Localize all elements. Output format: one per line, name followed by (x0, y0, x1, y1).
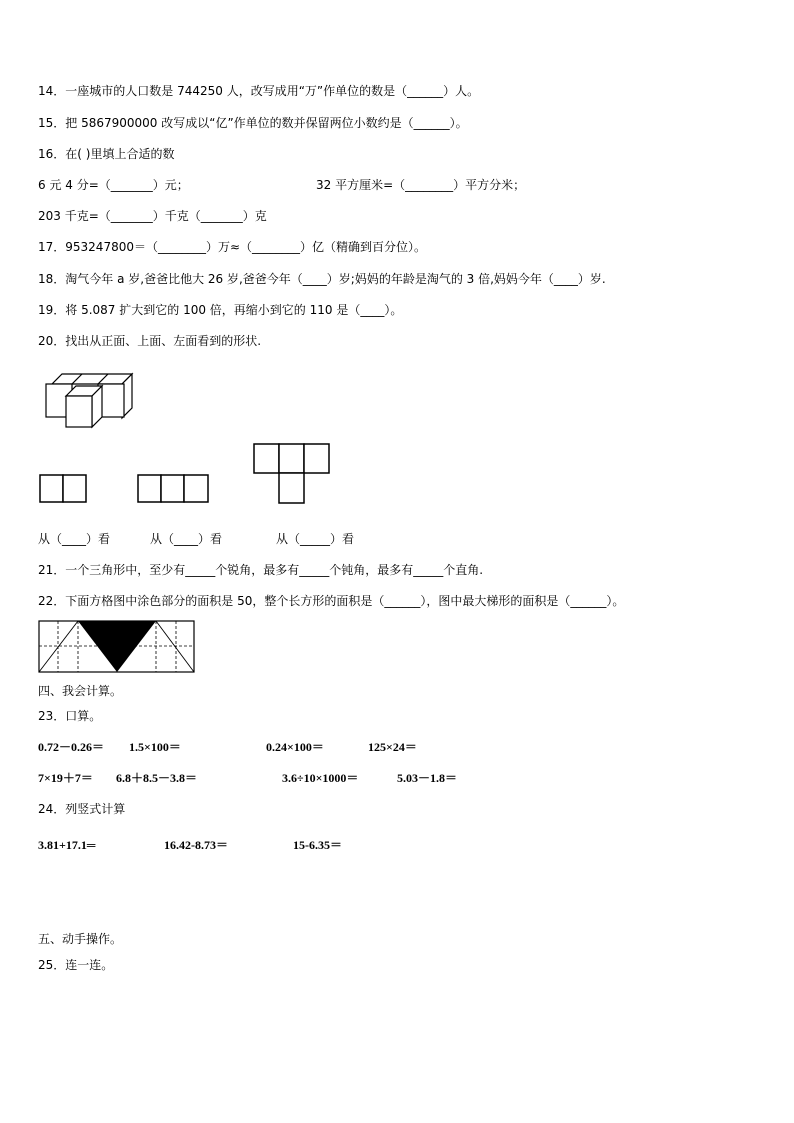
view-label-1: 从（____）看 (38, 532, 111, 546)
view-label-3: 从（_____）看 (276, 532, 355, 546)
calc-2-4: 5.03－1.8＝ (397, 771, 458, 785)
calc-1-4: 125×24＝ (368, 740, 417, 754)
question-24: 24．列竖式计算 (38, 802, 126, 816)
calc-1-2: 1.5×100＝ (129, 740, 181, 754)
calc-2-3: 3.6÷10×1000＝ (282, 771, 359, 785)
question-25: 25．连一连。 (38, 958, 114, 972)
calc-2-2: 6.8＋8.5－3.8＝ (116, 771, 198, 785)
question-14: 14．一座城市的人口数是 744250 人，改写成用“万”作单位的数是（______）人。 (38, 84, 480, 98)
vertical-calc-3: 15-6.35＝ (293, 838, 342, 852)
section-5-heading: 五、动手操作。 (38, 932, 123, 946)
question-15: 15．把 5867900000 改写成以“亿”作单位的数并保留两位小数约是（______）。 (38, 116, 468, 130)
view-shape-three-squares (137, 474, 211, 504)
question-16-a: 6 元 4 分=（_______）元； (38, 178, 189, 192)
question-20: 20．找出从正面、上面、左面看到的形状. (38, 334, 262, 348)
view-label-2: 从（____）看 (150, 532, 223, 546)
question-17: 17．953247800＝（________）万≈（________）亿（精确到百分位）。 (38, 240, 427, 254)
calc-2-1: 7×19＋7＝ (38, 771, 93, 785)
section-4-heading: 四、我会计算。 (38, 684, 123, 698)
calc-1-3: 0.24×100＝ (266, 740, 324, 754)
view-shape-t-shape (253, 443, 333, 505)
question-23: 23．口算。 (38, 709, 102, 723)
question-16: 16．在( )里填上合适的数 (38, 147, 175, 161)
calc-1-1: 0.72－0.26＝ (38, 740, 105, 754)
question-18: 18．淘气今年 a 岁,爸爸比他大 26 岁,爸爸今年（____）岁;妈妈的年龄是淘气的 3 倍,妈妈今年（____）岁. (38, 272, 606, 286)
vertical-calc-1: 3.81+17.1═ (38, 838, 96, 852)
question-16-b: 32 平方厘米=（________）平方分米； (316, 178, 526, 192)
question-19: 19．将 5.087 扩大到它的 100 倍，再缩小到它的 110 是（____）。 (38, 303, 403, 317)
question-16-c: 203 千克=（_______）千克（_______）克 (38, 209, 267, 223)
grid-shaded-triangle-figure (38, 620, 196, 674)
question-21: 21．一个三角形中，至少有_____个锐角，最多有_____个钝角，最多有_____个直角. (38, 563, 484, 577)
view-shape-two-squares (39, 474, 89, 504)
vertical-calc-2: 16.42-8.73＝ (164, 838, 228, 852)
cube-arrangement-figure (44, 372, 144, 432)
question-22: 22．下面方格图中涂色部分的面积是 50，整个长方形的面积是（______），图中最大梯形的面积是（______）。 (38, 594, 625, 608)
